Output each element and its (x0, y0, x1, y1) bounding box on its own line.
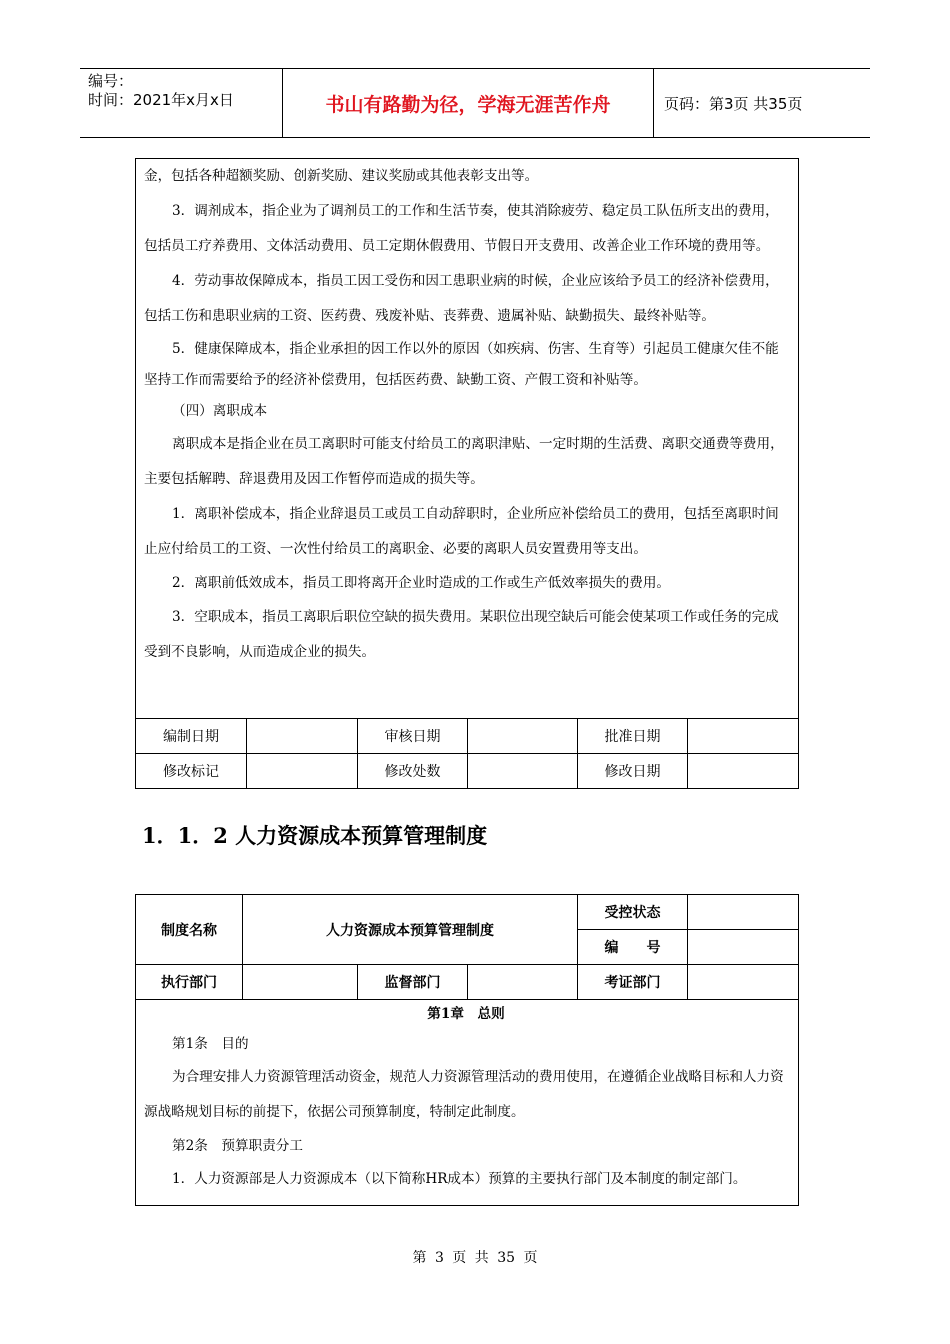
paragraph: 1．人力资源部是人力资源成本（以下简称HR成本）预算的主要执行部门及本制度的制定部门。 (172, 1171, 747, 1187)
policy-name-value: 人力资源成本预算管理制度 (243, 895, 578, 965)
section-title: 1．1．2 人力资源成本预算管理制度 (142, 823, 488, 848)
header-page-code: 页码：第3页 共35页 (664, 94, 803, 113)
paragraph: 为合理安排人力资源管理活动资金，规范人力资源管理活动的费用使用，在遵循企业战略目标和人力资源战略规划目标的前提下，依据公司预算制度，特制定此制度。 (144, 1069, 784, 1120)
audit-dept-value[interactable] (688, 965, 799, 1000)
date-label: 时间：2021年x月x日 (88, 91, 234, 109)
cost-content-table (135, 158, 799, 789)
supervise-dept-value[interactable] (468, 965, 578, 1000)
policy-name-label: 制度名称 (136, 895, 243, 965)
meta-cell[interactable] (247, 719, 358, 754)
audit-dept-label: 考证部门 (578, 965, 688, 1000)
meta-cell: 修改标记 (136, 754, 247, 789)
meta-cell: 批准日期 (578, 719, 688, 754)
policy-content-cell (136, 1000, 799, 1206)
chapter-title: 第1章 总则 (427, 1006, 505, 1022)
meta-cell: 修改日期 (578, 754, 688, 789)
number-label: 编 号 (578, 930, 688, 965)
page-footer: 第 3 页 共 35 页 (412, 1250, 538, 1266)
control-status-value[interactable] (688, 895, 799, 930)
meta-cell[interactable] (688, 754, 799, 789)
paragraph: 第2条 预算职责分工 (172, 1138, 303, 1154)
meta-row (136, 719, 799, 754)
paragraph: 2．离职前低效成本，指员工即将离开企业时造成的工作或生产低效率损失的费用。 (172, 575, 671, 591)
paragraph: 金，包括各种超额奖励、创新奖励、建议奖励或其他表彰支出等。 (144, 168, 539, 184)
meta-cell: 编制日期 (136, 719, 247, 754)
meta-cell[interactable] (468, 754, 578, 789)
supervise-dept-label: 监督部门 (358, 965, 468, 1000)
paragraph: （四）离职成本 (172, 403, 268, 419)
exec-dept-label: 执行部门 (136, 965, 243, 1000)
meta-cell: 审核日期 (358, 719, 468, 754)
paragraph: 4．劳动事故保障成本，指员工因工受伤和因工患职业病的时候，企业应该给予员工的经济补偿费用，包括工伤和患职业病的工资、医药费、残废补贴、丧葬费、遗属补贴、缺勤损失、最终补贴等。 (144, 273, 779, 324)
paragraph: 3．空职成本，指员工离职后职位空缺的损失费用。某职位出现空缺后可能会使某项工作或任务的完成受到不良影响，从而造成企业的损失。 (144, 609, 779, 660)
page-header (80, 68, 870, 138)
paragraph: 3．调剂成本，指企业为了调剂员工的工作和生活节奏，使其消除疲劳、稳定员工队伍所支出的费用，包括员工疗养费用、文体活动费用、员工定期休假费用、节假日开支费用、改善企业工作环境的费用等。 (144, 203, 779, 254)
meta-cell[interactable] (468, 719, 578, 754)
number-value[interactable] (688, 930, 799, 965)
paragraph: 1．离职补偿成本，指企业辞退员工或员工自动辞职时，企业所应补偿给员工的费用，包括至离职时间止应付给员工的工资、一次性付给员工的离职金、必要的离职人员安置费用等支出。 (144, 506, 779, 557)
policy-table (135, 894, 799, 1206)
header-motto: 书山有路勤为径，学海无涯苦作舟 (282, 69, 654, 137)
meta-cell[interactable] (247, 754, 358, 789)
exec-dept-value[interactable] (243, 965, 358, 1000)
number-label: 编号： (88, 72, 134, 90)
control-status-label: 受控状态 (578, 895, 688, 930)
paragraph: 离职成本是指企业在员工离职时可能支付给员工的离职津贴、一定时期的生活费、离职交通费等费用，主要包括解聘、辞退费用及因工作暂停而造成的损失等。 (144, 436, 784, 487)
paragraph: 第1条 目的 (172, 1036, 249, 1052)
meta-cell[interactable] (688, 719, 799, 754)
content-cell (136, 159, 799, 719)
meta-row (136, 754, 799, 789)
paragraph: 5．健康保障成本，指企业承担的因工作以外的原因（如疾病、伤害、生育等）引起员工健康欠佳不能坚持工作而需要给予的经济补偿费用，包括医药费、缺勤工资、产假工资和补贴等。 (144, 341, 779, 388)
header-left (80, 69, 282, 137)
meta-cell: 修改处数 (358, 754, 468, 789)
